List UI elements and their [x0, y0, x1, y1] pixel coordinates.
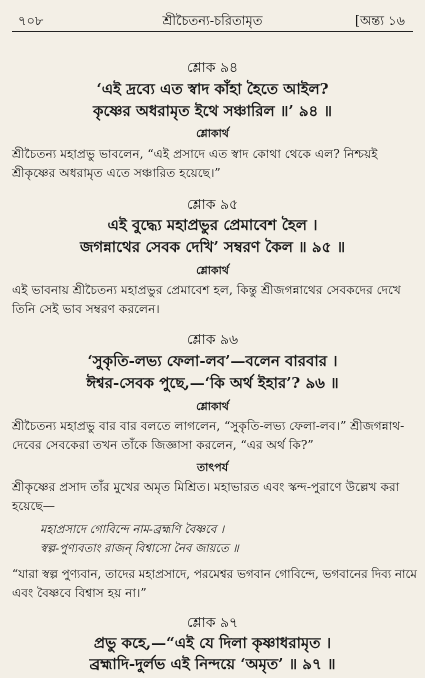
sanskrit-quote-line: স্বল্প-পুণ্যবতাং রাজন্‌ বিশ্বাসো নৈব জায়তে ॥	[40, 541, 239, 555]
verse-heading: শ্লোক ৯৬	[186, 332, 239, 348]
running-header	[14, 10, 411, 30]
book-title: শ্রীচৈতন্য-চরিতামৃত	[162, 14, 263, 29]
purport-line: শ্রীকৃষ্ণের প্রসাদ তাঁর মুখের অমৃত মিশ্রিত। মহাভারত এবং স্কন্দ-পুরাণে উল্লেখ করা	[12, 480, 400, 494]
translation-line: শ্রীচৈতন্য মহাপ্রভু ভাবলেন, “এই প্রসাদে এত স্বাদ কোথা থেকে এল? নিশ্চয়ই	[12, 147, 378, 161]
translation-line: এই ভাবনায় শ্রীচৈতন্য মহাপ্রভুর প্রেমাবেশ হল, কিন্তু শ্রীজগন্নাথের সেবকদের দেখে	[12, 283, 401, 297]
verse-line: ঈশ্বর-সেবক পুছে,—‘কি অর্থ ইহার’? ৯৬ ॥	[86, 374, 339, 392]
verse-line: জগন্নাথের সেবক দেখি’ সম্বরণ কৈল ॥ ৯৫ ॥	[79, 238, 346, 256]
chapter-label: [অন্ত্য ১৬	[354, 14, 405, 29]
translation-label: শ্লোকার্থ	[196, 127, 229, 140]
translation-line: তিনি সেই ভাব সম্বরণ করলেন।	[12, 302, 160, 316]
purport-label: তাৎপর্য	[196, 461, 229, 474]
sanskrit-quote-line: মহাপ্রসাদে গোবিন্দে নাম-ব্রহ্মণি বৈষ্ণবে ।	[40, 522, 225, 536]
purport-line: হয়েছে—	[12, 499, 55, 513]
verse-line: ‘সুকৃতি-লভ্য ফেলা-লব’—বলেন বারবার ।	[87, 352, 338, 370]
verse-line: প্রভু কহে,—“এই যে দিলা কৃষ্ণাধরামৃত ।	[93, 634, 332, 652]
verse-line: ব্রহ্মাদি-দুর্লভ এই নিন্দয়ে ‘অমৃত’ ॥ ৯৭ ॥	[89, 655, 336, 673]
quote-translation-line: “যারা স্বল্প পুণ্যবান, তাদের মহাপ্রসাদে, পরমেশ্বর ভগবান গোবিন্দে, ভগবানের দিব্য নামে	[12, 567, 417, 581]
verse-heading: শ্লোক ৯৪	[186, 60, 239, 76]
verse-line: ‘এই দ্রব্যে এত স্বাদ কাঁহা হৈতে আইল?	[96, 80, 329, 98]
page-number: ৭০৮	[18, 14, 44, 29]
verse-line: কৃষ্ণের অধরামৃত ইথে সঞ্চারিল ॥’ ৯৪ ॥	[92, 102, 332, 120]
translation-line: দেবের সেবকেরা তখন তাঁকে জিজ্ঞাসা করলেন, “এর অর্থ কি?”	[12, 438, 314, 452]
quote-translation-line: এবং বৈষ্ণবে বিশ্বাস হয় না।”	[12, 586, 147, 600]
verse-heading: শ্লোক ৯৭	[186, 615, 239, 631]
verse-heading: শ্লোক ৯৫	[186, 197, 239, 213]
verse-line: এই বুদ্ধ্যে মহাপ্রভুর প্রেমাবেশ হৈল ।	[107, 216, 318, 234]
translation-label: শ্লোকার্থ	[196, 264, 229, 277]
translation-line: শ্রীকৃষ্ণের অধরামৃত এতে সঞ্চারিত হয়েছে।”	[12, 166, 221, 180]
header-rule	[12, 31, 413, 32]
translation-line: শ্রীচৈতন্য মহাপ্রভু বার বার বলতে লাগলেন, “সুকৃতি-লভ্য ফেলা-লব।” শ্রীজগন্নাথ-	[12, 419, 405, 433]
translation-label: শ্লোকার্থ	[196, 400, 229, 413]
